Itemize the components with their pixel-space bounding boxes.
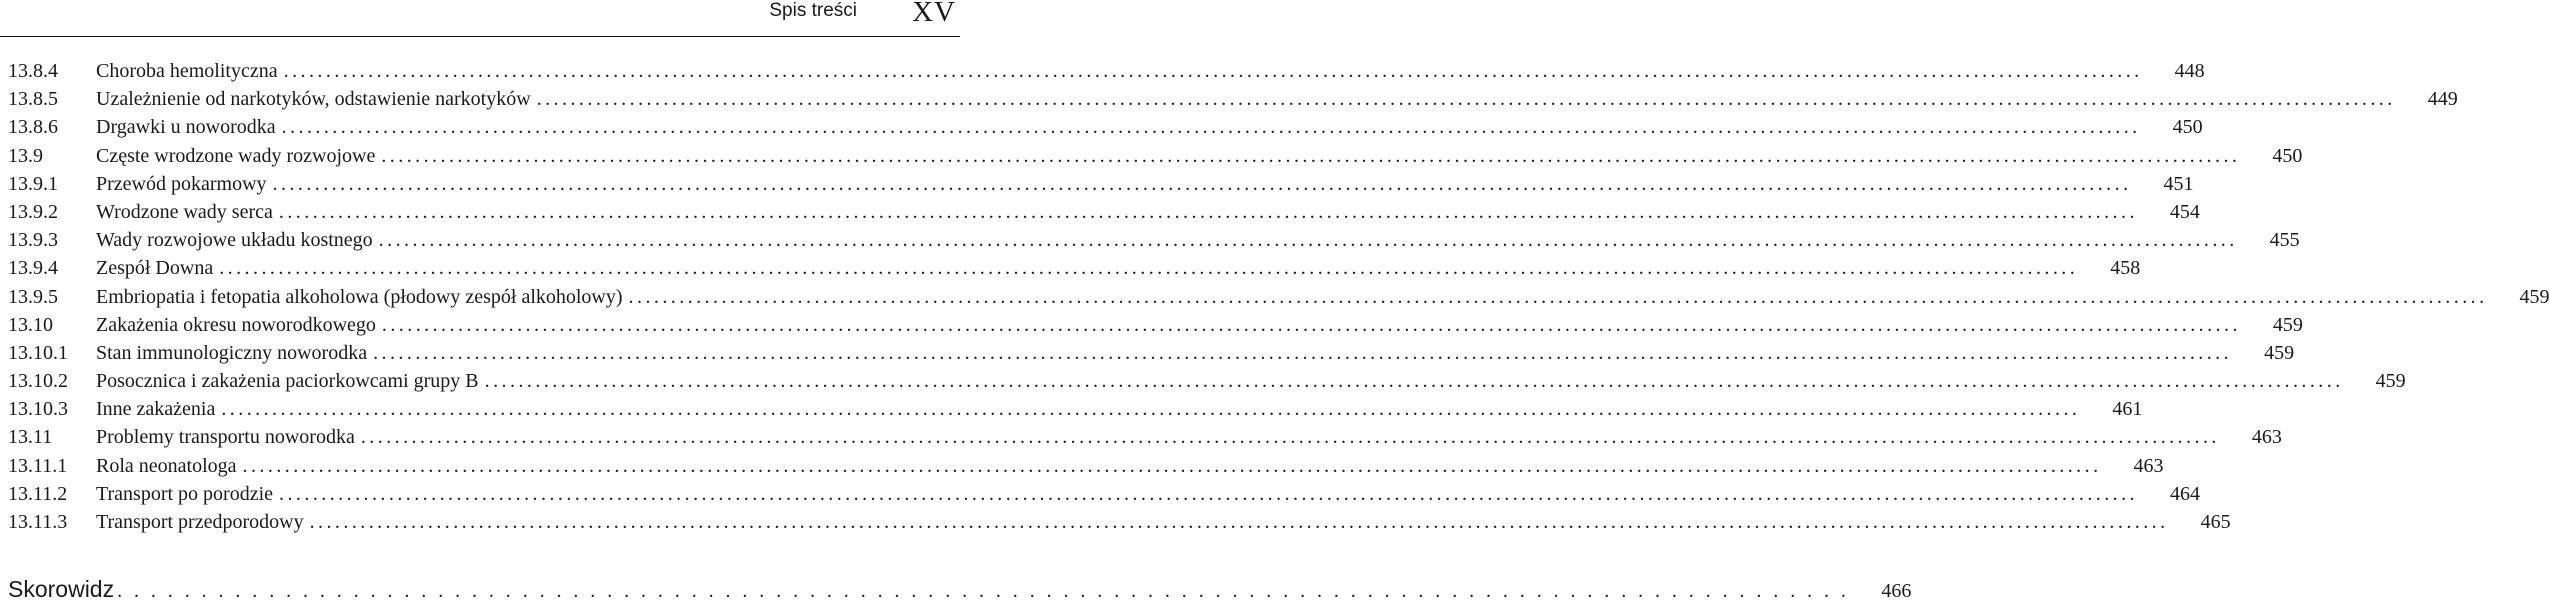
- toc-entry[interactable]: [8, 395, 2143, 423]
- section-page-number: 449: [2427, 88, 2458, 111]
- section-title: Transport przedporodowy: [96, 511, 304, 533]
- section-title: Stan immunologiczny noworodka: [96, 341, 368, 364]
- toc-entry[interactable]: [8, 142, 2303, 170]
- dot-leader: ............................................................................................................................................................................................................................: [242, 454, 2102, 477]
- section-page-number: 464: [2170, 482, 2201, 505]
- section-page-number: 465: [2200, 511, 2231, 533]
- toc-entry[interactable]: [8, 113, 2203, 141]
- section-title: Częste wrodzone wady rozwojowe: [96, 144, 376, 167]
- dot-leader: ............................................................................................................................................................................................................................: [628, 285, 2488, 308]
- section-page-number: 458: [2110, 257, 2141, 280]
- dot-leader: ............................................................................................................................................................................................................................: [484, 370, 2344, 393]
- section-page-number: 451: [2163, 172, 2194, 195]
- dot-leader: ............................................................................................................................................................................................................................: [278, 200, 2138, 223]
- dot-leader: ............................................................................................................................................................................................................................: [221, 398, 2081, 421]
- section-title: Drgawki u noworodka: [96, 116, 276, 139]
- index-title: Skorowidz: [8, 576, 115, 602]
- section-page-number: 459: [2272, 313, 2303, 336]
- dot-leader: ............................................................................................................................................................................................................................: [279, 482, 2139, 505]
- toc-entry[interactable]: [8, 423, 2282, 451]
- dot-leader: ............................................................................................................................................................................................................................: [360, 426, 2220, 449]
- section-title: Inne zakażenia: [96, 398, 216, 421]
- toc-entry[interactable]: [8, 85, 2458, 113]
- section-page-number: 463: [2251, 426, 2282, 449]
- section-number: 13.8.5: [8, 88, 58, 111]
- dot-leader: ............................................................................................................................................................................................................................: [381, 313, 2241, 336]
- toc-entry[interactable]: [8, 339, 2295, 367]
- section-page-number: 450: [2172, 116, 2203, 139]
- section-page-number: 450: [2272, 144, 2303, 167]
- section-number: 13.9.1: [8, 172, 58, 195]
- section-number: 13.11.3: [8, 511, 68, 533]
- section-title: Wrodzone wady serca: [96, 200, 273, 223]
- section-number: 13.10.1: [8, 341, 68, 364]
- section-number: 13.9.3: [8, 229, 58, 252]
- section-number: 13.10: [8, 313, 53, 336]
- toc-entry[interactable]: [8, 283, 2550, 311]
- section-number: 13.10.3: [8, 398, 68, 421]
- toc-entry[interactable]: [8, 508, 2231, 536]
- section-number: 13.11.2: [8, 482, 68, 505]
- toc-entry[interactable]: [8, 452, 2164, 480]
- dot-leader: ............................................................................................................................................................................................................................: [219, 257, 2079, 280]
- dot-leader: ............................................................................................................................................................................................................................: [281, 116, 2141, 139]
- section-number: 13.9.2: [8, 200, 58, 223]
- dot-leader: ............................................................................................................................................................................................................................: [373, 341, 2233, 364]
- page-number: XV: [912, 0, 956, 28]
- toc-entry[interactable]: [8, 254, 2141, 282]
- section-title: Wady rozwojowe układu kostnego: [96, 229, 373, 252]
- toc-entry[interactable]: [8, 480, 2201, 508]
- section-number: 13.8.6: [8, 116, 58, 139]
- toc-entry-index[interactable]: [8, 574, 1912, 604]
- section-page-number: 459: [2519, 285, 2550, 308]
- section-title: Przewód pokarmowy: [96, 172, 267, 195]
- section-title: Zakażenia okresu noworodkowego: [96, 313, 376, 336]
- section-title: Choroba hemolityczna: [96, 60, 278, 82]
- section-title: Rola neonatologa: [96, 454, 237, 477]
- header-rule: [0, 36, 960, 37]
- toc-entry[interactable]: [8, 226, 2300, 254]
- dot-leader: ............................................................................................................................................................................................................................: [309, 511, 2169, 533]
- toc-entry[interactable]: [8, 170, 2194, 198]
- section-number: 13.8.4: [8, 60, 58, 82]
- dot-leader: . . . . . . . . . . . . . . . . . . . . . . . . . . . . . . . . . . . . . . . . . . . . . . . . . . . . . . . . . . . . . . . . . . . . . . . . . . . . . . . . . . . . . . . . . . . . . . . . . . . . . . .: [117, 580, 1850, 602]
- dot-leader: ............................................................................................................................................................................................................................: [536, 88, 2396, 111]
- section-number: 13.10.2: [8, 370, 68, 393]
- section-number: 13.9.5: [8, 285, 58, 308]
- section-number: 13.11.1: [8, 454, 68, 477]
- section-page-number: 455: [2269, 229, 2300, 252]
- section-page-number: 461: [2112, 398, 2143, 421]
- section-title: Problemy transportu noworodka: [96, 426, 355, 449]
- dot-leader: ............................................................................................................................................................................................................................: [381, 144, 2241, 167]
- section-page-number: 459: [2264, 341, 2295, 364]
- toc-entry[interactable]: [8, 367, 2406, 395]
- section-number: 13.9.4: [8, 257, 58, 280]
- table-of-contents: [8, 57, 2550, 536]
- section-page-number: 448: [2174, 60, 2205, 82]
- toc-entry[interactable]: [8, 311, 2303, 339]
- section-title: Zespół Downa: [96, 257, 214, 280]
- section-title: Transport po porodzie: [96, 482, 274, 505]
- section-title: Uzależnienie od narkotyków, odstawienie narkotyków: [96, 88, 531, 111]
- section-page-number: 454: [2169, 200, 2200, 223]
- page-header: [0, 0, 960, 34]
- running-header-title: Spis treści: [769, 0, 857, 21]
- toc-entry[interactable]: [8, 57, 2205, 85]
- section-page-number: 463: [2133, 454, 2164, 477]
- dot-leader: ............................................................................................................................................................................................................................: [283, 60, 2143, 82]
- section-title: Embriopatia i fetopatia alkoholowa (płodowy zespół alkoholowy): [96, 285, 623, 308]
- section-number: 13.9: [8, 144, 43, 167]
- toc-entry[interactable]: [8, 198, 2200, 226]
- dot-leader: ............................................................................................................................................................................................................................: [272, 172, 2132, 195]
- dot-leader: ............................................................................................................................................................................................................................: [378, 229, 2238, 252]
- index-page-number: 466: [1881, 580, 1912, 602]
- section-page-number: 459: [2375, 370, 2406, 393]
- section-title: Posocznica i zakażenia paciorkowcami grupy B: [96, 370, 479, 393]
- section-number: 13.11: [8, 426, 53, 449]
